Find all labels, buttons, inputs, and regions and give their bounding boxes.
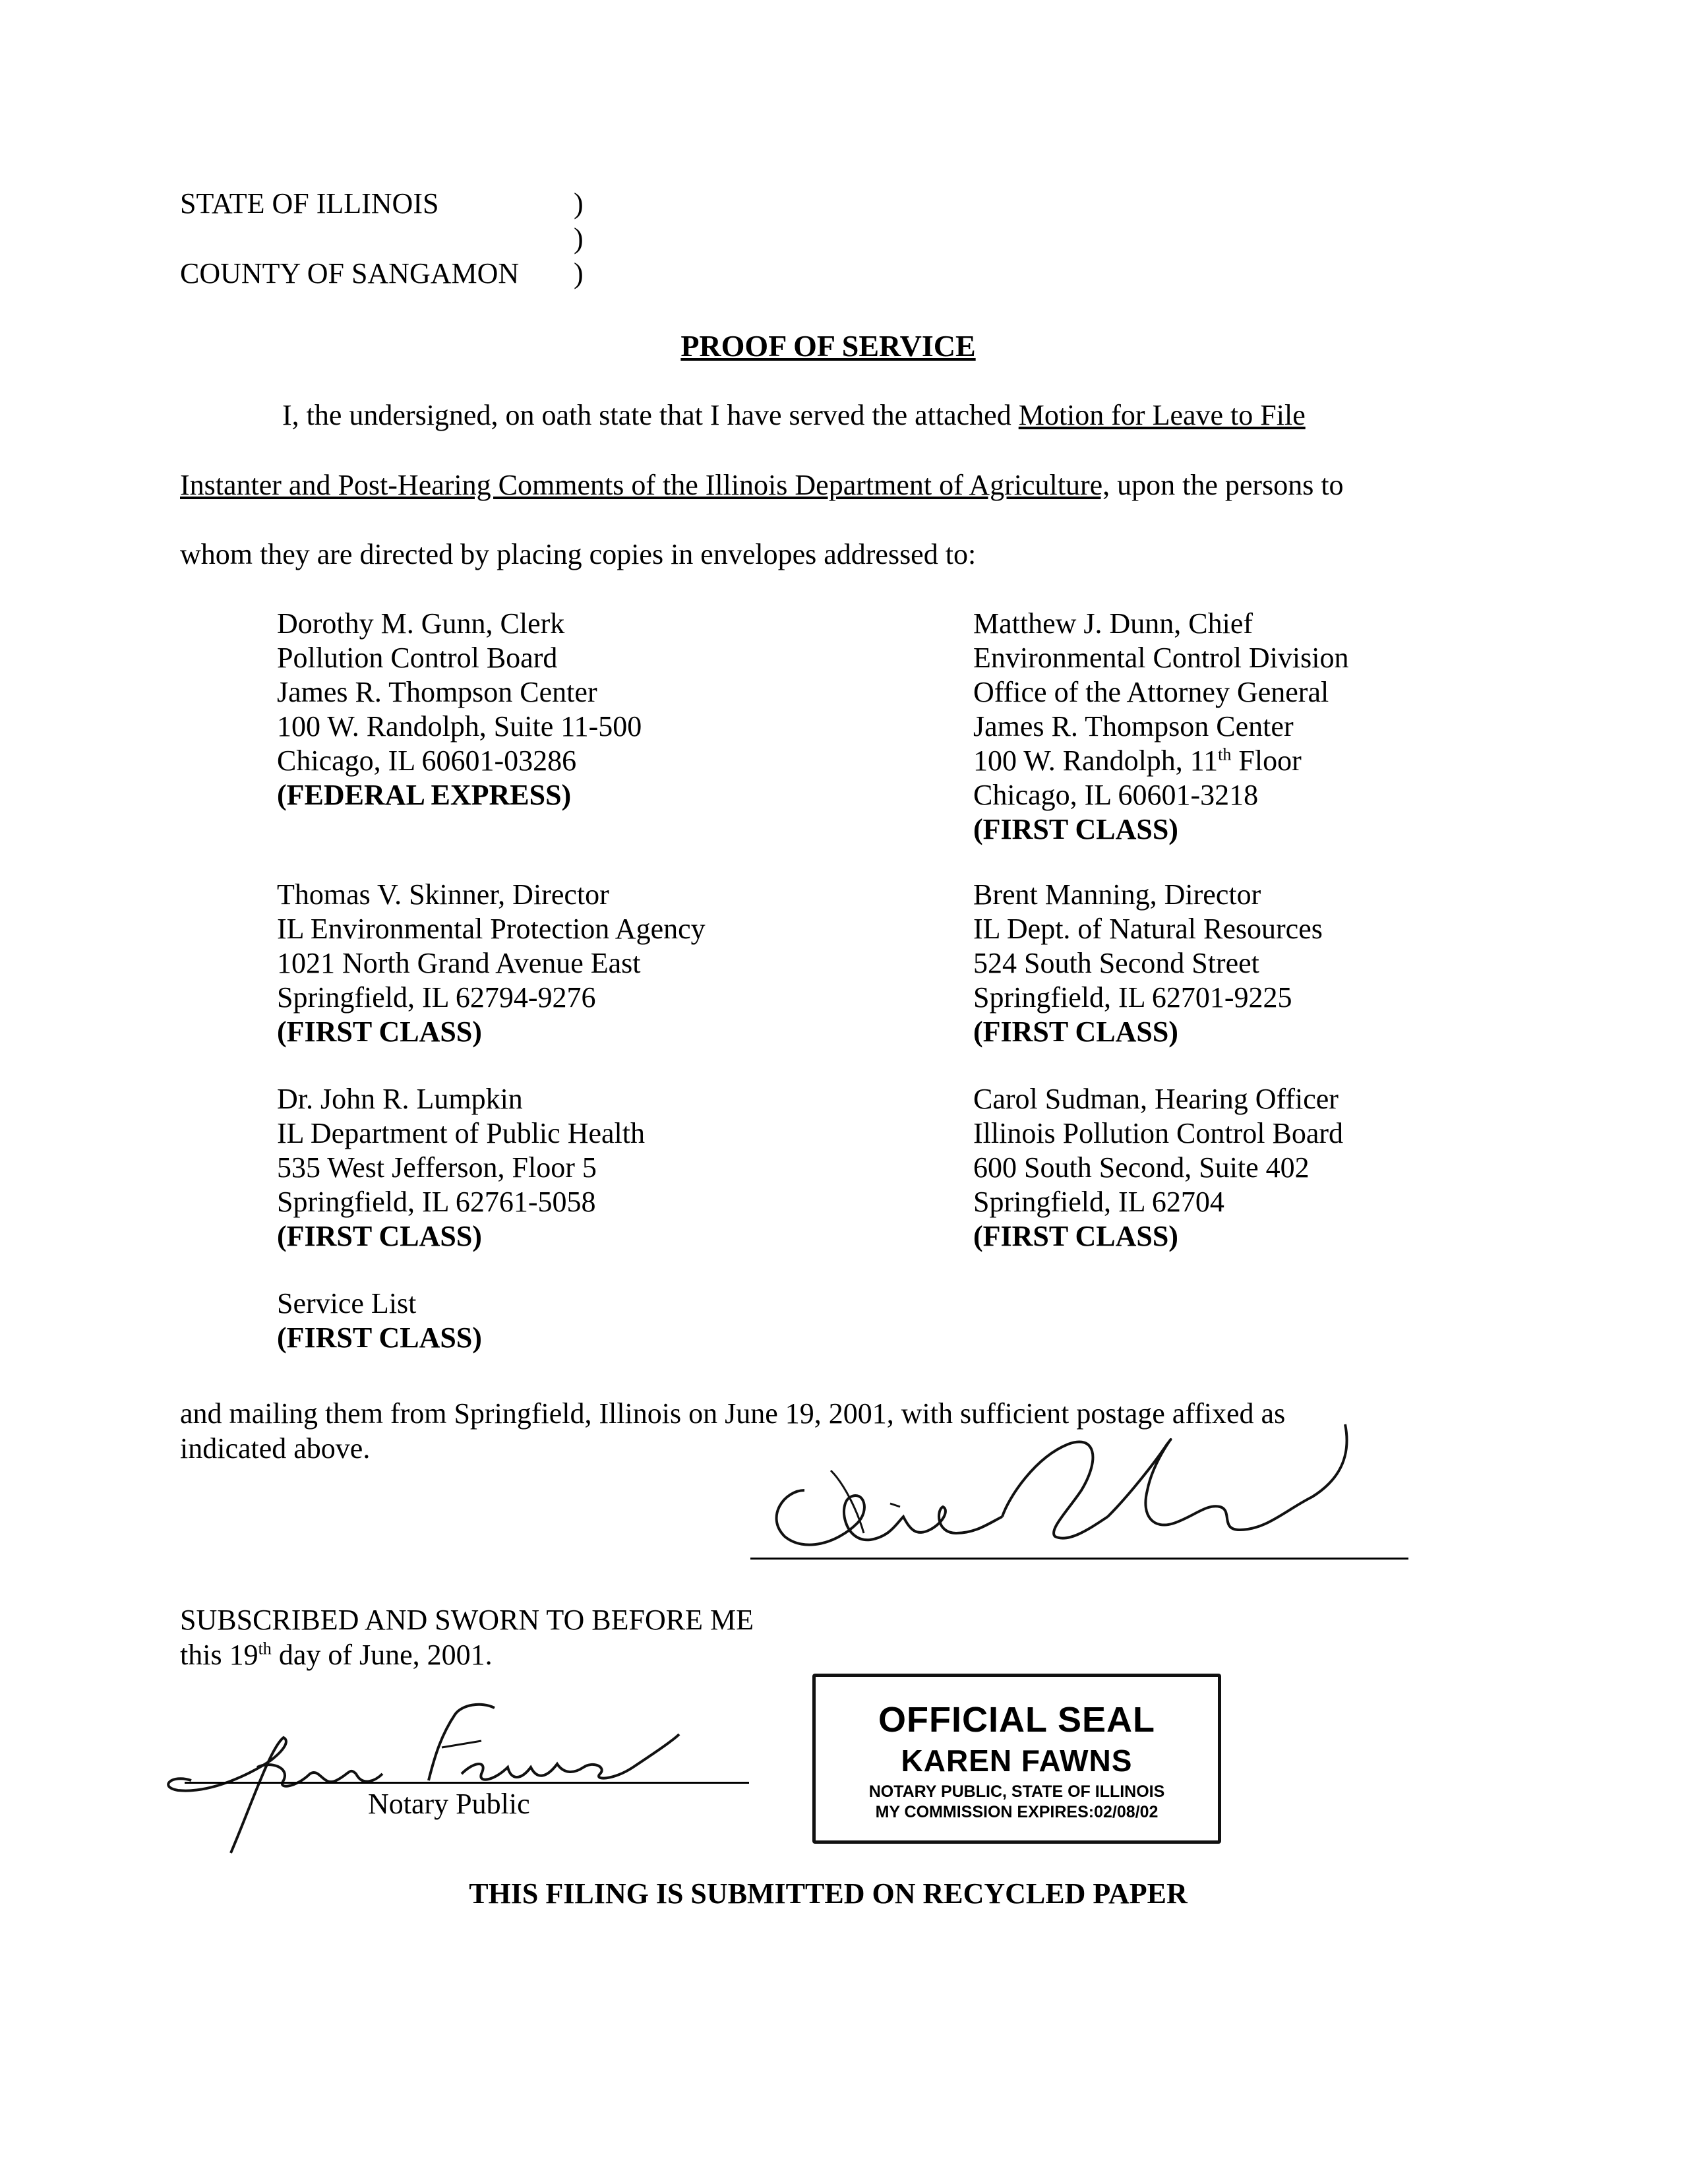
caption-paren-2: ) (574, 222, 584, 255)
service-method: (FIRST CLASS) (277, 1321, 482, 1354)
address-line: IL Dept. of Natural Resources (973, 913, 1323, 945)
address-text: 100 W. Randolph, 11 (973, 744, 1219, 777)
address-line: Dorothy M. Gunn, Clerk (277, 607, 565, 640)
recipient-manning (973, 878, 1323, 1049)
service-method: (FIRST CLASS) (973, 1220, 1178, 1252)
intro-line-3: whom they are directed by placing copies in envelopes addressed to: (180, 538, 977, 570)
address-line: 1021 North Grand Avenue East (277, 947, 641, 979)
affiant-signature-line (750, 1558, 1408, 1560)
official-seal-stamp (812, 1674, 1221, 1844)
recipient-dunn (973, 607, 1349, 847)
address-line: Thomas V. Skinner, Director (277, 878, 609, 911)
document-title: PROOF OF SERVICE (680, 329, 976, 363)
notary-public-label: Notary Public (368, 1788, 530, 1820)
address-line: Chicago, IL 60601-3218 (973, 779, 1259, 811)
address-line: IL Environmental Protection Agency (277, 913, 706, 945)
service-method: (FIRST CLASS) (973, 1016, 1178, 1048)
recipient-sudman (973, 1082, 1343, 1254)
notary-signature (152, 1675, 692, 1860)
address-text: Floor (1231, 744, 1302, 777)
address-line: Brent Manning, Director (973, 878, 1261, 911)
jurat-line-1: SUBSCRIBED AND SWORN TO BEFORE ME (180, 1604, 754, 1636)
address-line: James R. Thompson Center (277, 676, 597, 708)
motion-title-part-1: Motion for Leave to File (1018, 399, 1306, 431)
address-line: 100 W. Randolph, Suite 11-500 (277, 710, 642, 743)
seal-name: KAREN FAWNS (901, 1744, 1133, 1778)
address-line: IL Department of Public Health (277, 1117, 645, 1149)
seal-expiration-line: MY COMMISSION EXPIRES:02/08/02 (875, 1803, 1159, 1821)
recycled-paper-notice: THIS FILING IS SUBMITTED ON RECYCLED PAPER (469, 1877, 1188, 1910)
intro-line-1 (282, 398, 1306, 432)
jurat-text: day of June, 2001. (271, 1639, 493, 1671)
recipient-lumpkin (277, 1082, 645, 1254)
recipient-skinner (277, 878, 706, 1049)
address-line: Chicago, IL 60601-03286 (277, 744, 577, 777)
address-line: Dr. John R. Lumpkin (277, 1083, 523, 1115)
mailing-line-2: indicated above. (180, 1432, 371, 1465)
seal-title: OFFICIAL SEAL (878, 1700, 1155, 1740)
service-method: (FIRST CLASS) (277, 1016, 482, 1048)
caption-paren-3: ) (574, 257, 584, 289)
address-line: Environmental Control Division (973, 642, 1349, 674)
address-line (973, 744, 1349, 778)
address-line: Pollution Control Board (277, 642, 558, 674)
notary-signature-line (185, 1782, 749, 1784)
service-method: (FIRST CLASS) (973, 813, 1178, 845)
intro-line-1-text: I, the undersigned, on oath state that I have served the attached (282, 399, 1019, 431)
address-line: Matthew J. Dunn, Chief (973, 607, 1253, 640)
address-line: Springfield, IL 62704 (973, 1186, 1224, 1218)
address-line: 524 South Second Street (973, 947, 1259, 979)
service-method: (FIRST CLASS) (277, 1220, 482, 1252)
affiant-signature (758, 1418, 1365, 1576)
address-line: 600 South Second, Suite 402 (973, 1151, 1310, 1184)
seal-notary-line: NOTARY PUBLIC, STATE OF ILLINOIS (868, 1782, 1165, 1801)
mailing-line-1: and mailing them from Springfield, Illinois on June 19, 2001, with sufficient postage affixed as (180, 1397, 1286, 1430)
recipient-gunn (277, 607, 642, 812)
address-line: Springfield, IL 62794-9276 (277, 981, 596, 1014)
jurat-text: this 19 (180, 1639, 258, 1671)
caption-county: COUNTY OF SANGAMON (180, 257, 520, 289)
jurat-line-2 (180, 1638, 493, 1672)
address-line: Office of the Attorney General (973, 676, 1329, 708)
caption-paren-1: ) (574, 187, 584, 220)
service-method: (FEDERAL EXPRESS) (277, 779, 572, 811)
address-line: Springfield, IL 62701-9225 (973, 981, 1292, 1014)
ordinal-suffix: th (1218, 744, 1232, 764)
address-line: Carol Sudman, Hearing Officer (973, 1083, 1339, 1115)
intro-line-2-text: upon the persons to (1110, 469, 1344, 501)
address-line: 535 West Jefferson, Floor 5 (277, 1151, 597, 1184)
address-line: Illinois Pollution Control Board (973, 1117, 1344, 1149)
recipient-service-list (277, 1287, 482, 1355)
ordinal-suffix: th (258, 1639, 272, 1658)
intro-line-2 (180, 468, 1344, 502)
address-line: Springfield, IL 62761-5058 (277, 1186, 596, 1218)
address-line: James R. Thompson Center (973, 710, 1294, 743)
caption-state: STATE OF ILLINOIS (180, 187, 439, 220)
motion-title-part-2: Instanter and Post-Hearing Comments of the Illinois Department of Agriculture, (180, 469, 1110, 501)
address-line: Service List (277, 1287, 417, 1320)
